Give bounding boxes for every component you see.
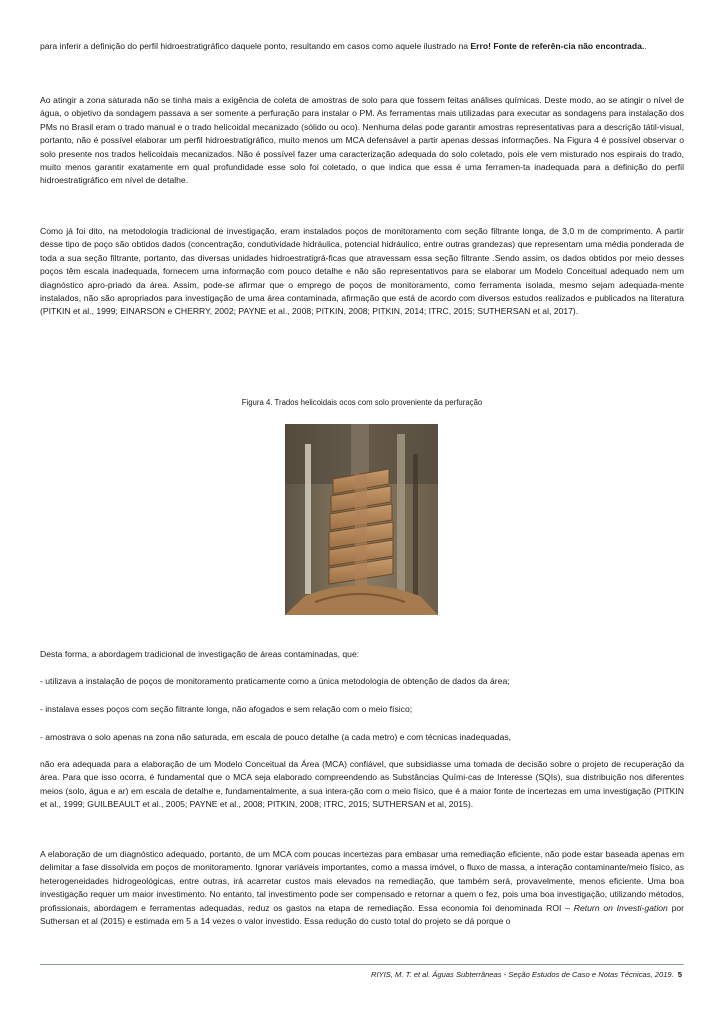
paragraph-1-text: para inferir a definição do perfil hidroestratigráfico daquele ponto, resultando em casos como aquele ilustrado na bbox=[40, 41, 471, 51]
footer-citation: RIYIS, M. T. et al. Águas Subterrâneas - Seção Estudos de Caso e Notas Técnicas, 2019. bbox=[370, 970, 674, 979]
list-item: - utilizava a instalação de poços de monitoramento praticamente como a única metodologia de obtenção de dados da área; bbox=[40, 676, 510, 686]
reference-error: Erro! Fonte de referên-cia não encontrada. bbox=[470, 41, 645, 51]
paragraph-4: Desta forma, a abordagem tradicional de investigação de áreas contaminadas, que: bbox=[40, 649, 360, 659]
list-item: - amostrava o solo apenas na zona não saturada, em escala de pouco detalhe (a cada metro) e com técnicas inadequadas, bbox=[40, 732, 512, 742]
figure-photo bbox=[285, 424, 438, 615]
paragraph-6-text: A elaboração de um diagnóstico adequado, portanto, de um MCA com poucas incertezas para embasar uma remediação eficiente, não pode estar baseada apenas em delimitar a fase dissolvida em poços de monitoramento. Ignorar variáveis importantes, como a massa imóvel, o fluxo de massa, a interação contaminante/meio físico, as heterogeneidades hidrogeológicas, entre outras, irá acarretar custos mais elevados na remediação, que também será, provavelmente, menos eficiente. Uma boa investigação requer um maior investimento. No entanto, tal investimento pode ser compensado e retornar a quem o fez, pois uma boa investigação, utilizando métodos, profissionais, abordagem e ferramentas adequadas, reduz os gastos na etapa de remediação. Essa economia foi denominada ROI – bbox=[40, 849, 684, 913]
paragraph-2: Ao atingir a zona saturada não se tinha mais a exigência de coleta de amostras de solo para que fossem feitas análises químicas. Deste modo, ao se atingir o nível de água, o objetivo da sondagem passava a ser somente a perfuração para instalar o PM. As ferramentas mais utilizadas para executar as sondagens para instalação dos PMs no Brasil eram o trado manual e o trado helicoidal mecanizado (sólido ou oco). Nenhuma delas pode garantir amostras representativas para a descrição tátil-visual, portanto, não é possível elaborar um perfil hidroestratigráfico, muito menos um MCA defensável a partir apenas dessas informações. Na Figura 4 é possível observar o solo presente nos trados helicoidais mecanizados. Não é possível fazer uma caracterização adequada do solo coletado, pois ele vem misturado nos espirais do trado, muito menos garantir exatamente em qual profundidade esse solo foi coletado, o que indica que essa é uma ferramen-ta inadequada para a definição do perfil hidroestratigráfico em nível de detalhe. bbox=[40, 95, 684, 186]
paragraph-6 bbox=[40, 848, 684, 928]
paragraph-1-end: . bbox=[644, 41, 647, 51]
list-item: - instalava esses poços com seção filtrante longa, não afogados e sem relação com o meio físico; bbox=[40, 704, 413, 714]
footer-rule bbox=[40, 964, 684, 965]
paragraph-3: Como já foi dito, na metodologia tradicional de investigação, eram instalados poços de monitoramento com seção filtrante longa, de 3,0 m de comprimento. A partir desse tipo de poço são obtidos dados (concentração, condutividade hidráulica, potencial hidráulico, entre outras grandezas) que representam uma média ponderada de toda a sua seção filtrante, portanto, das diversas unidades hidroestratigrá-ficas que atravessam essa seção filtrante .Sendo assim, os dados obtidos por meio desses poços têm escala inadequada, fornecem uma informação com pouco detalhe e não são representativos para se elaborar um Modelo Conceitual adequado nem um diagnóstico apro-priado da área. Assim, pode-se afirmar que o emprego de poços de monitoramento, como ferramenta isolada, mesmo sejam adequada-mente instalados, não são apropriados para investigação de uma área contaminada, afirmação que está de acordo com diversos estudos realizados e publicados na literatura (PITKIN et al., 1999; EINARSON e CHERRY, 2002; PAYNE et al., 2008; PITKIN, 2008; PITKIN, 2014; ITRC, 2015; SUTHERSAN et al, 2017). bbox=[40, 226, 684, 317]
paragraph-5: não era adequada para a elaboração de um Modelo Conceitual da Área (MCA) confiável, que subsidiasse uma tomada de decisão sobre o projeto de recuperação da área. Para que isso ocorra, é fundamental que o MCA seja elaborado compreendendo as Substâncias Quími-cas de Interesse (SQIs), sua distribuição nos diferentes meios (solo, água e ar) em escala de detalhe e, fundamentalmente, a sua intera-ção com o meio físico, que é a maior fonte de incertezas em uma investigação (PITKIN et al., 1999; GUILBEAULT et al., 2005; PAYNE et al., 2008; PITKIN, 2008; ITRC, 2015; SUTHERSAN et al, 2015). bbox=[40, 759, 684, 810]
page-number: 5 bbox=[677, 970, 682, 979]
paragraph-6-emphasis: Return on Investi-gation bbox=[573, 902, 668, 913]
figure-caption: Figura 4. Trados helicoidais ocos com solo proveniente da perfuração bbox=[241, 398, 483, 407]
paragraph-1 bbox=[40, 40, 684, 53]
auger-photo-illustration bbox=[285, 424, 438, 615]
footer bbox=[40, 969, 682, 980]
paragraph-6-end: por Suthersan et al (2015) e estimada em 5 a 14 vezes o valor investido. Essa redução do custo total do projeto se dá porque o bbox=[40, 902, 684, 927]
